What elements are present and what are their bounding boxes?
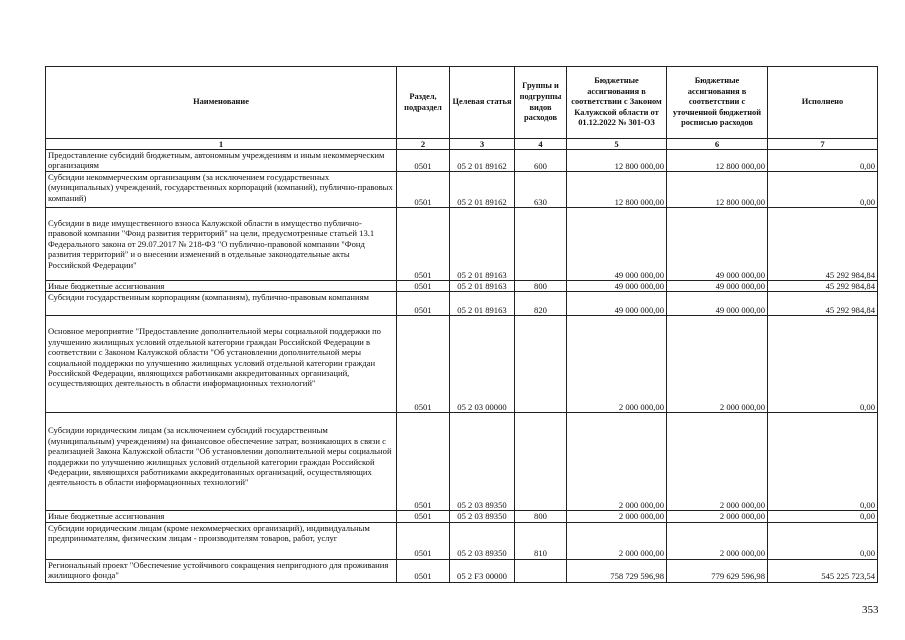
- header-law-allocation: Бюджетные ассигнования в соответствии с Законом Калужской области от 01.12.2022 № 301-ОЗ: [567, 67, 667, 139]
- row-article: 05 2 03 89350: [450, 511, 515, 522]
- row-article: 05 2 01 89163: [450, 208, 515, 281]
- row-budget-allocation: 49 000 000,00: [667, 292, 768, 316]
- column-number: 6: [667, 139, 768, 150]
- row-executed: 0,00: [768, 316, 878, 413]
- row-group: 820: [515, 292, 567, 316]
- row-executed: 0,00: [768, 511, 878, 522]
- row-law-allocation: 2 000 000,00: [567, 413, 667, 511]
- row-budget-allocation: 12 800 000,00: [667, 150, 768, 172]
- table-row: [46, 413, 878, 511]
- table-row: [46, 316, 878, 413]
- header-article: Целевая статья: [450, 67, 515, 139]
- row-section: 0501: [397, 281, 450, 292]
- row-group: [515, 316, 567, 413]
- row-name: Субсидии некоммерческим организациям (за исключением государственных (муниципальных) учреждений, государственных корпораций (компаний), публично-правовых компаний): [46, 172, 397, 208]
- row-law-allocation: 49 000 000,00: [567, 281, 667, 292]
- row-budget-allocation: 2 000 000,00: [667, 316, 768, 413]
- row-section: 0501: [397, 208, 450, 281]
- row-law-allocation: 12 800 000,00: [567, 150, 667, 172]
- row-executed: 545 225 723,54: [768, 559, 878, 582]
- row-article: 05 2 03 00000: [450, 316, 515, 413]
- row-budget-allocation: 779 629 596,98: [667, 559, 768, 582]
- column-number: 7: [768, 139, 878, 150]
- budget-execution-table: [45, 66, 878, 583]
- row-budget-allocation: 2 000 000,00: [667, 413, 768, 511]
- row-group: 800: [515, 511, 567, 522]
- row-budget-allocation: 2 000 000,00: [667, 511, 768, 522]
- row-name: Предоставление субсидий бюджетным, автономным учреждениям и иным некоммерческим организациям: [46, 150, 397, 172]
- table-row: [46, 150, 878, 172]
- row-article: 05 2 03 89350: [450, 522, 515, 559]
- row-article: 05 2 01 89162: [450, 150, 515, 172]
- row-budget-allocation: 49 000 000,00: [667, 208, 768, 281]
- row-executed: 0,00: [768, 150, 878, 172]
- row-budget-allocation: 49 000 000,00: [667, 281, 768, 292]
- row-article: 05 2 01 89162: [450, 172, 515, 208]
- row-group: [515, 208, 567, 281]
- row-group: 630: [515, 172, 567, 208]
- header-row: [46, 67, 878, 139]
- column-number: 1: [46, 139, 397, 150]
- row-section: 0501: [397, 150, 450, 172]
- row-name: Субсидии юридическим лицам (кроме некоммерческих организаций), индивидуальным предпринимателям, физическим лицам - производителям товаров, работ, услуг: [46, 522, 397, 559]
- header-section: Раздел, подраздел: [397, 67, 450, 139]
- header-budget-allocation: Бюджетные ассигнования в соответствии с уточненной бюджетной росписью расходов: [667, 67, 768, 139]
- column-number: 3: [450, 139, 515, 150]
- row-group: 800: [515, 281, 567, 292]
- row-article: 05 2 01 89163: [450, 292, 515, 316]
- table-row: [46, 172, 878, 208]
- row-budget-allocation: 2 000 000,00: [667, 522, 768, 559]
- row-name: Основное мероприятие "Предоставление дополнительной меры социальной поддержки по улучшению жилищных условий отдельной категории граждан Российской Федерации в соответствии с Законом Калужской области "Об установлении дополнительной меры социальной поддержки по улучшению жилищных условий отдельной категории граждан Российской Федерации, являющихся работниками аккредитованных организаций, осуществляющих деятельность в области информационных технологий": [46, 316, 397, 413]
- row-executed: 0,00: [768, 522, 878, 559]
- row-name: Региональный проект "Обеспечение устойчивого сокращения непригодного для проживания жилищного фонда": [46, 559, 397, 582]
- row-section: 0501: [397, 511, 450, 522]
- row-name: Иные бюджетные ассигнования: [46, 511, 397, 522]
- row-section: 0501: [397, 292, 450, 316]
- row-law-allocation: 758 729 596,98: [567, 559, 667, 582]
- row-budget-allocation: 12 800 000,00: [667, 172, 768, 208]
- row-law-allocation: 49 000 000,00: [567, 292, 667, 316]
- table-row: [46, 281, 878, 292]
- row-law-allocation: 49 000 000,00: [567, 208, 667, 281]
- row-section: 0501: [397, 172, 450, 208]
- row-group: 810: [515, 522, 567, 559]
- row-name: Субсидии в виде имущественного взноса Калужской области в имущество публично-правовой компании "Фонд развития территорий" на цели, предусмотренные статьей 13.1 Федерального закона от 29.07.2017 № 218-ФЗ "О публично-правовой компании "Фонд развития территорий" и о внесении изменений в отдельные законодательные акты Российской Федерации": [46, 208, 397, 281]
- row-section: 0501: [397, 522, 450, 559]
- row-executed: 45 292 984,84: [768, 281, 878, 292]
- row-article: 05 2 03 89350: [450, 413, 515, 511]
- row-name: Иные бюджетные ассигнования: [46, 281, 397, 292]
- row-law-allocation: 2 000 000,00: [567, 522, 667, 559]
- page-number: 353: [862, 604, 879, 616]
- header-group: Группы и подгруппы видов расходов: [515, 67, 567, 139]
- table-row: [46, 292, 878, 316]
- row-law-allocation: 12 800 000,00: [567, 172, 667, 208]
- header-executed: Исполнено: [768, 67, 878, 139]
- row-section: 0501: [397, 316, 450, 413]
- row-section: 0501: [397, 559, 450, 582]
- row-executed: 0,00: [768, 172, 878, 208]
- row-executed: 0,00: [768, 413, 878, 511]
- row-section: 0501: [397, 413, 450, 511]
- row-law-allocation: 2 000 000,00: [567, 511, 667, 522]
- row-law-allocation: 2 000 000,00: [567, 316, 667, 413]
- row-group: [515, 413, 567, 511]
- row-name: Субсидии государственным корпорациям (компаниям), публично-правовым компаниям: [46, 292, 397, 316]
- budget-table-sheet: [45, 66, 878, 583]
- row-executed: 45 292 984,84: [768, 292, 878, 316]
- table-row: [46, 559, 878, 582]
- column-number: 5: [567, 139, 667, 150]
- row-article: 05 2 F3 00000: [450, 559, 515, 582]
- header-name: Наименование: [46, 67, 397, 139]
- table-row: [46, 522, 878, 559]
- row-executed: 45 292 984,84: [768, 208, 878, 281]
- row-group: [515, 559, 567, 582]
- table-row: [46, 511, 878, 522]
- row-name: Субсидии юридическим лицам (за исключением субсидий государственным (муниципальным) учреждениям) на финансовое обеспечение затрат, возникающих в связи с реализацией Закона Калужской области "Об установлении дополнительной меры социальной поддержки по улучшению жилищных условий отдельной категории граждан Российской Федерации, являющихся работниками аккредитованных организаций, осуществляющих деятельность в области информационных технологий": [46, 413, 397, 511]
- column-number: 2: [397, 139, 450, 150]
- row-article: 05 2 01 89163: [450, 281, 515, 292]
- row-group: 600: [515, 150, 567, 172]
- column-number-row: [46, 139, 878, 150]
- table-row: [46, 208, 878, 281]
- column-number: 4: [515, 139, 567, 150]
